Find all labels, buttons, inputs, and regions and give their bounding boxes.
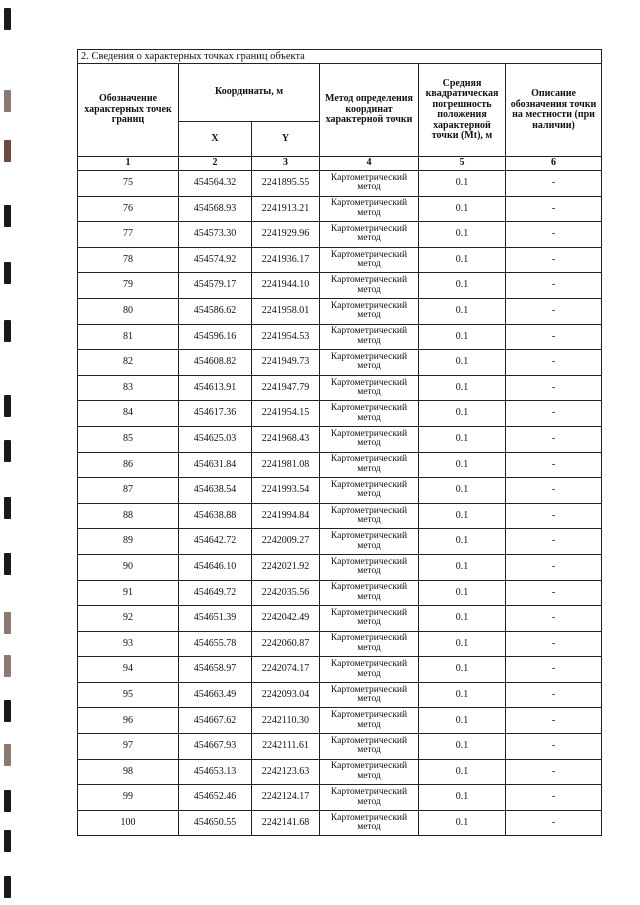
x-coordinate-cell: 454638.88 bbox=[179, 503, 252, 529]
method-cell: Картометрический метод bbox=[320, 478, 419, 504]
method-cell: Картометрический метод bbox=[320, 452, 419, 478]
header-y: Y bbox=[252, 122, 320, 157]
error-cell: 0.1 bbox=[419, 631, 506, 657]
y-coordinate-cell: 2241968.43 bbox=[252, 426, 320, 452]
column-number: 1 bbox=[78, 157, 179, 171]
y-coordinate-cell: 2242141.68 bbox=[252, 810, 320, 836]
x-coordinate-cell: 454658.97 bbox=[179, 657, 252, 683]
description-cell: - bbox=[506, 350, 602, 376]
description-cell: - bbox=[506, 247, 602, 273]
method-cell: Картометрический метод bbox=[320, 657, 419, 683]
method-cell: Картометрический метод bbox=[320, 708, 419, 734]
table-row bbox=[78, 452, 602, 478]
binder-hole-mark bbox=[4, 262, 11, 284]
table-row bbox=[78, 171, 602, 197]
header-x: X bbox=[179, 122, 252, 157]
error-cell: 0.1 bbox=[419, 401, 506, 427]
description-cell: - bbox=[506, 554, 602, 580]
method-cell: Картометрический метод bbox=[320, 222, 419, 248]
description-cell: - bbox=[506, 810, 602, 836]
method-cell: Картометрический метод bbox=[320, 503, 419, 529]
x-coordinate-cell: 454652.46 bbox=[179, 785, 252, 811]
method-cell: Картометрический метод bbox=[320, 350, 419, 376]
error-cell: 0.1 bbox=[419, 375, 506, 401]
error-cell: 0.1 bbox=[419, 350, 506, 376]
table-row bbox=[78, 759, 602, 785]
description-cell: - bbox=[506, 657, 602, 683]
x-coordinate-cell: 454649.72 bbox=[179, 580, 252, 606]
method-cell: Картометрический метод bbox=[320, 682, 419, 708]
y-coordinate-cell: 2242074.17 bbox=[252, 657, 320, 683]
description-cell: - bbox=[506, 452, 602, 478]
point-cell: 100 bbox=[78, 810, 179, 836]
error-cell: 0.1 bbox=[419, 682, 506, 708]
table-row bbox=[78, 503, 602, 529]
y-coordinate-cell: 2241949.73 bbox=[252, 350, 320, 376]
error-cell: 0.1 bbox=[419, 529, 506, 555]
table-row bbox=[78, 350, 602, 376]
binder-hole-mark bbox=[4, 205, 11, 227]
point-cell: 83 bbox=[78, 375, 179, 401]
binder-hole-mark bbox=[4, 140, 11, 162]
point-cell: 82 bbox=[78, 350, 179, 376]
table-row bbox=[78, 273, 602, 299]
table-row bbox=[78, 375, 602, 401]
error-cell: 0.1 bbox=[419, 554, 506, 580]
description-cell: - bbox=[506, 478, 602, 504]
table-row bbox=[78, 631, 602, 657]
x-coordinate-cell: 454663.49 bbox=[179, 682, 252, 708]
error-cell: 0.1 bbox=[419, 324, 506, 350]
point-cell: 84 bbox=[78, 401, 179, 427]
y-coordinate-cell: 2242009.27 bbox=[252, 529, 320, 555]
binder-hole-mark bbox=[4, 612, 11, 634]
description-cell: - bbox=[506, 426, 602, 452]
table-row bbox=[78, 426, 602, 452]
point-cell: 87 bbox=[78, 478, 179, 504]
method-cell: Картометрический метод bbox=[320, 298, 419, 324]
binder-hole-mark bbox=[4, 790, 11, 812]
point-cell: 76 bbox=[78, 196, 179, 222]
description-cell: - bbox=[506, 273, 602, 299]
y-coordinate-cell: 2242111.61 bbox=[252, 734, 320, 760]
point-cell: 91 bbox=[78, 580, 179, 606]
binder-hole-mark bbox=[4, 440, 11, 462]
x-coordinate-cell: 454667.93 bbox=[179, 734, 252, 760]
table-row bbox=[78, 247, 602, 273]
y-coordinate-cell: 2241936.17 bbox=[252, 247, 320, 273]
error-cell: 0.1 bbox=[419, 196, 506, 222]
method-cell: Картометрический метод bbox=[320, 810, 419, 836]
method-cell: Картометрический метод bbox=[320, 247, 419, 273]
description-cell: - bbox=[506, 708, 602, 734]
point-cell: 80 bbox=[78, 298, 179, 324]
y-coordinate-cell: 2242035.56 bbox=[252, 580, 320, 606]
description-cell: - bbox=[506, 375, 602, 401]
method-cell: Картометрический метод bbox=[320, 324, 419, 350]
y-coordinate-cell: 2242042.49 bbox=[252, 606, 320, 632]
column-number: 3 bbox=[252, 157, 320, 171]
binder-hole-mark bbox=[4, 700, 11, 722]
description-cell: - bbox=[506, 196, 602, 222]
y-coordinate-cell: 2241993.54 bbox=[252, 478, 320, 504]
method-cell: Картометрический метод bbox=[320, 273, 419, 299]
y-coordinate-cell: 2241929.96 bbox=[252, 222, 320, 248]
point-cell: 85 bbox=[78, 426, 179, 452]
header-coordinates: Координаты, м bbox=[179, 64, 320, 122]
x-coordinate-cell: 454596.16 bbox=[179, 324, 252, 350]
error-cell: 0.1 bbox=[419, 657, 506, 683]
binder-hole-mark bbox=[4, 744, 11, 766]
error-cell: 0.1 bbox=[419, 452, 506, 478]
point-cell: 94 bbox=[78, 657, 179, 683]
method-cell: Картометрический метод bbox=[320, 631, 419, 657]
x-coordinate-cell: 454667.62 bbox=[179, 708, 252, 734]
x-coordinate-cell: 454631.84 bbox=[179, 452, 252, 478]
error-cell: 0.1 bbox=[419, 708, 506, 734]
header-description: Описание обозначения точки на местности (при наличии) bbox=[506, 64, 602, 157]
table-row bbox=[78, 606, 602, 632]
y-coordinate-cell: 2241981.08 bbox=[252, 452, 320, 478]
table-row bbox=[78, 554, 602, 580]
description-cell: - bbox=[506, 529, 602, 555]
binder-hole-mark bbox=[4, 830, 11, 852]
x-coordinate-cell: 454617.36 bbox=[179, 401, 252, 427]
table-row bbox=[78, 810, 602, 836]
x-coordinate-cell: 454625.03 bbox=[179, 426, 252, 452]
header-point-designation: Обозначение характерных точек границ bbox=[78, 64, 179, 157]
header-error: Средняя квадратическая погрешность положения характерной точки (Mt), м bbox=[419, 64, 506, 157]
method-cell: Картометрический метод bbox=[320, 171, 419, 197]
method-cell: Картометрический метод bbox=[320, 759, 419, 785]
x-coordinate-cell: 454579.17 bbox=[179, 273, 252, 299]
description-cell: - bbox=[506, 682, 602, 708]
column-number: 6 bbox=[506, 157, 602, 171]
x-coordinate-cell: 454655.78 bbox=[179, 631, 252, 657]
y-coordinate-cell: 2241954.15 bbox=[252, 401, 320, 427]
x-coordinate-cell: 454613.91 bbox=[179, 375, 252, 401]
binder-hole-mark bbox=[4, 320, 11, 342]
description-cell: - bbox=[506, 606, 602, 632]
error-cell: 0.1 bbox=[419, 580, 506, 606]
table-row bbox=[78, 401, 602, 427]
table-body bbox=[78, 171, 602, 836]
description-cell: - bbox=[506, 631, 602, 657]
x-coordinate-cell: 454564.32 bbox=[179, 171, 252, 197]
description-cell: - bbox=[506, 734, 602, 760]
description-cell: - bbox=[506, 401, 602, 427]
x-coordinate-cell: 454574.92 bbox=[179, 247, 252, 273]
description-cell: - bbox=[506, 759, 602, 785]
error-cell: 0.1 bbox=[419, 171, 506, 197]
binder-hole-mark bbox=[4, 90, 11, 112]
description-cell: - bbox=[506, 298, 602, 324]
error-cell: 0.1 bbox=[419, 503, 506, 529]
y-coordinate-cell: 2242110.30 bbox=[252, 708, 320, 734]
table-row bbox=[78, 529, 602, 555]
point-cell: 79 bbox=[78, 273, 179, 299]
y-coordinate-cell: 2241944.10 bbox=[252, 273, 320, 299]
method-cell: Картометрический метод bbox=[320, 580, 419, 606]
point-cell: 81 bbox=[78, 324, 179, 350]
point-cell: 97 bbox=[78, 734, 179, 760]
point-cell: 75 bbox=[78, 171, 179, 197]
column-numbers-row bbox=[78, 157, 602, 171]
point-cell: 93 bbox=[78, 631, 179, 657]
error-cell: 0.1 bbox=[419, 478, 506, 504]
method-cell: Картометрический метод bbox=[320, 554, 419, 580]
y-coordinate-cell: 2241913.21 bbox=[252, 196, 320, 222]
x-coordinate-cell: 454638.54 bbox=[179, 478, 252, 504]
x-coordinate-cell: 454573.30 bbox=[179, 222, 252, 248]
table-row bbox=[78, 324, 602, 350]
description-cell: - bbox=[506, 171, 602, 197]
y-coordinate-cell: 2242060.87 bbox=[252, 631, 320, 657]
error-cell: 0.1 bbox=[419, 298, 506, 324]
description-cell: - bbox=[506, 222, 602, 248]
column-number: 4 bbox=[320, 157, 419, 171]
point-cell: 78 bbox=[78, 247, 179, 273]
point-cell: 92 bbox=[78, 606, 179, 632]
y-coordinate-cell: 2241994.84 bbox=[252, 503, 320, 529]
header-method: Метод определения координат характерной точки bbox=[320, 64, 419, 157]
table-row bbox=[78, 785, 602, 811]
y-coordinate-cell: 2241954.53 bbox=[252, 324, 320, 350]
x-coordinate-cell: 454642.72 bbox=[179, 529, 252, 555]
binder-hole-mark bbox=[4, 553, 11, 575]
error-cell: 0.1 bbox=[419, 426, 506, 452]
binder-hole-mark bbox=[4, 8, 11, 30]
x-coordinate-cell: 454586.62 bbox=[179, 298, 252, 324]
x-coordinate-cell: 454608.82 bbox=[179, 350, 252, 376]
y-coordinate-cell: 2242124.17 bbox=[252, 785, 320, 811]
binder-hole-mark bbox=[4, 497, 11, 519]
error-cell: 0.1 bbox=[419, 273, 506, 299]
boundary-points-table bbox=[77, 49, 602, 836]
description-cell: - bbox=[506, 785, 602, 811]
error-cell: 0.1 bbox=[419, 734, 506, 760]
error-cell: 0.1 bbox=[419, 759, 506, 785]
error-cell: 0.1 bbox=[419, 606, 506, 632]
y-coordinate-cell: 2242021.92 bbox=[252, 554, 320, 580]
y-coordinate-cell: 2241947.79 bbox=[252, 375, 320, 401]
method-cell: Картометрический метод bbox=[320, 401, 419, 427]
column-number: 5 bbox=[419, 157, 506, 171]
table-row bbox=[78, 196, 602, 222]
x-coordinate-cell: 454653.13 bbox=[179, 759, 252, 785]
error-cell: 0.1 bbox=[419, 222, 506, 248]
point-cell: 89 bbox=[78, 529, 179, 555]
method-cell: Картометрический метод bbox=[320, 606, 419, 632]
point-cell: 90 bbox=[78, 554, 179, 580]
point-cell: 88 bbox=[78, 503, 179, 529]
y-coordinate-cell: 2242123.63 bbox=[252, 759, 320, 785]
error-cell: 0.1 bbox=[419, 785, 506, 811]
table-row bbox=[78, 734, 602, 760]
x-coordinate-cell: 454646.10 bbox=[179, 554, 252, 580]
table-row bbox=[78, 298, 602, 324]
description-cell: - bbox=[506, 324, 602, 350]
method-cell: Картометрический метод bbox=[320, 529, 419, 555]
method-cell: Картометрический метод bbox=[320, 196, 419, 222]
section-title: 2. Сведения о характерных точках границ объекта bbox=[78, 50, 602, 64]
point-cell: 98 bbox=[78, 759, 179, 785]
point-cell: 86 bbox=[78, 452, 179, 478]
method-cell: Картометрический метод bbox=[320, 375, 419, 401]
point-cell: 95 bbox=[78, 682, 179, 708]
method-cell: Картометрический метод bbox=[320, 785, 419, 811]
table-row bbox=[78, 222, 602, 248]
point-cell: 77 bbox=[78, 222, 179, 248]
x-coordinate-cell: 454651.39 bbox=[179, 606, 252, 632]
y-coordinate-cell: 2241895.55 bbox=[252, 171, 320, 197]
binder-hole-mark bbox=[4, 655, 11, 677]
point-cell: 99 bbox=[78, 785, 179, 811]
y-coordinate-cell: 2241958.01 bbox=[252, 298, 320, 324]
error-cell: 0.1 bbox=[419, 247, 506, 273]
description-cell: - bbox=[506, 580, 602, 606]
x-coordinate-cell: 454568.93 bbox=[179, 196, 252, 222]
x-coordinate-cell: 454650.55 bbox=[179, 810, 252, 836]
table-row bbox=[78, 580, 602, 606]
binder-hole-mark bbox=[4, 395, 11, 417]
error-cell: 0.1 bbox=[419, 810, 506, 836]
table-row bbox=[78, 682, 602, 708]
table-row bbox=[78, 657, 602, 683]
table-row bbox=[78, 478, 602, 504]
y-coordinate-cell: 2242093.04 bbox=[252, 682, 320, 708]
column-number: 2 bbox=[179, 157, 252, 171]
description-cell: - bbox=[506, 503, 602, 529]
point-cell: 96 bbox=[78, 708, 179, 734]
binder-hole-mark bbox=[4, 876, 11, 898]
table-row bbox=[78, 708, 602, 734]
method-cell: Картометрический метод bbox=[320, 734, 419, 760]
method-cell: Картометрический метод bbox=[320, 426, 419, 452]
